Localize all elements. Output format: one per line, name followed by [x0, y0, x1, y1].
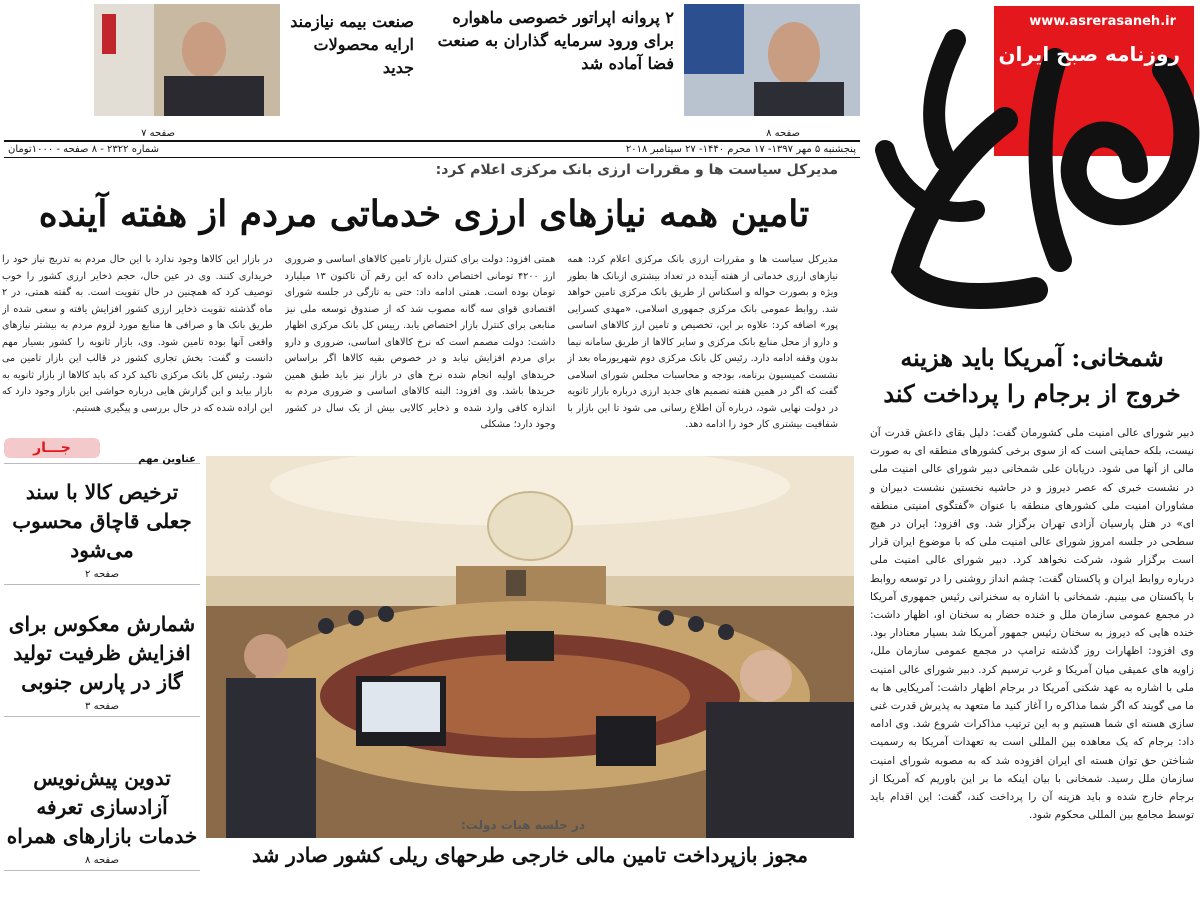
index-header	[4, 438, 200, 464]
index-item-title: شمارش معکوس برای افزایش ظرفیت تولید گاز در پارس جنوبی	[8, 612, 196, 694]
index-item-page: صفحه ۸	[4, 855, 200, 871]
teaser-photo	[94, 4, 280, 116]
sidebar-headline[interactable]: شمخانی: آمریکا باید هزینه خروج از برجام را پرداخت کند	[883, 343, 1181, 408]
index-item-page: صفحه ۳	[4, 701, 200, 717]
cabinet-meeting-photo	[206, 456, 854, 838]
masthead-tagline: روزنامه صبح ایران	[998, 42, 1180, 66]
lead-headline[interactable]: تامین همه نیازهای ارزی خدماتی مردم از هفته آینده	[38, 193, 810, 235]
teaser-insurance[interactable]	[0, 4, 420, 139]
lead-column: در بازار این کالاها وجود ندارد با این حال مردم به تدریج نیاز خود را خریداری کنند. وی در عین حال، حجم ذخایر ارزی کشور را خوب توصیف کرد که همچنین در حال تقویت است. به گفته همتی، در ۲ ماه گذشته تقویت ذخایر ارزی کشور افزایش یافته و سعی شده از طریق بانک ها و صرافی ها منابع مورد لزوم مردم به بیشتر نیازهای واقعی آنها بوده تامین شود. وی، بازار ثانویه را کشور بسیار مهم دانست و گفت: بخش تجاری کشور در قالب این بازار تامین می شود. رئیس کل بانک مرکزی تاکید کرد که باید کالاها از بازار ثانویه به بازار بیاید و این گزارش هایی درباره حواشی این بازار وجود دارد که این اراده شده که در حال بررسی و پیگیری هستیم.	[1, 254, 273, 414]
index-item-title: ترخیص کالا با سند جعلی قاچاق محسوب می‌شود	[12, 480, 192, 562]
photo-kicker: در جلسه هیات دولت:	[460, 818, 585, 832]
index-item-page: صفحه ۲	[4, 569, 200, 585]
dateline	[4, 140, 860, 158]
index-item[interactable]	[4, 764, 200, 871]
sidebar-story	[870, 340, 1194, 824]
photo-headline[interactable]: مجوز بازپرداخت تامین مالی خارجی طرحهای ریلی کشور صادر شد	[251, 843, 809, 867]
teaser-headline: ۲ پروانه اپراتور خصوصی ماهواره برای ورود سرمایه گذاران به صنعت فضا آماده شد	[437, 8, 674, 73]
lead-kicker: مدیرکل سیاست ها و مقررات ارزی بانک مرکزی اعلام کرد:	[435, 162, 838, 178]
teaser-page: صفحه ۷	[141, 128, 175, 139]
masthead	[865, 0, 1200, 335]
sidebar-body: دبیر شورای عالی امنیت ملی کشورمان گفت: دلیل بقای داعش قدرت آن نیست، بلکه حمایتی است که از سوی برخی کشورهای منطقه ای به صورت مالی از آنها می شود. دریابان علی شمخانی دبیر شورای عالی امنیت ملی در نشست خبری که عصر دیروز و در حاشیه نخستین نشست دبیران و مشاوران امنیت ملی کشورهای منطقه با عنوان «گفتگوی امنیتی منطقه ای» در هتل پارسیان آزادی تهران برگزار شد. وی افزود: ایران در هیچ سطحی در جلسه امروز شورای عالی امنیت ملی که با موضوع ایران قرار است برگزار شود، شرکت نخواهد کرد. دبیر شورای عالی امنیت ملی درباره روابط ایران و پاکستان گفت: چشم انداز روشنی را در توسعه روابط با پاکستان می بینیم. شمخانی با اشاره به سخنرانی رئیس جمهوری آمریکا در مجمع عمومی سازمان ملل و خنده حضار به سخنان او، اظهار داشت: خنده هایی که دیروز به سخنان رئیس جمهور آمریکا شد بسیار معنادار بود. وی افزود: اظهارات روز گذشته ترامپ در مجمع عمومی سازمان ملل، زاویه های عمیقی میان آمریکا و غرب ترسیم کرد. دبیر شورای عالی امنیت ملی با اشاره به عهد شکنی آمریکا در برجام اظهار داشت: آمریکایی ها به ما می گویند که اگر شما مذاکره را آغاز کنید ما متعهد به پذیرش قدرت غنی سازی هسته ای شما هستیم و به این ترتیب مذاکرات شروع شد. وی ادامه داد: برجام که یک معاهده بین المللی است به تعهدات آمریکا به رسمیت شناختن حق توان هسته ای ایران افزوده شد که به مصوبه شورای امنیت سازمان ملل رسید. شمخانی با بیان اینکه ما بر این باوریم که آمریکا از برجام خارج شده و باید هزینه آن را پرداخت کند، گفت: این اقدام باید توسط مجامع بین المللی محکوم شود.	[869, 427, 1194, 822]
teaser-headline: صنعت بیمه نیازمند ارایه محصولات جدید	[290, 12, 414, 77]
lead-columns	[2, 252, 838, 442]
issue-date: پنجشنبه ۵ مهر ۱۳۹۷- ۱۷ محرم ۱۴۴۰- ۲۷ سپتامبر ۲۰۱۸	[625, 144, 856, 155]
teaser-satellite[interactable]	[428, 4, 860, 139]
index-label: عناوین مهم	[138, 454, 196, 465]
jaar-logo: جـــار	[4, 438, 100, 458]
teaser-photo	[684, 4, 860, 116]
masthead-url[interactable]: www.asrerasaneh.ir	[1029, 14, 1176, 29]
teaser-page: صفحه ۸	[766, 128, 800, 139]
issue-number: شماره ۲۳۲۲ - ۸ صفحه - ۱۰۰۰تومان	[8, 144, 159, 155]
lead-column: همتی افزود: دولت برای کنترل بازار تامین کالاهای اساسی و ضروری ارز ۴۲۰۰ تومانی اختصاص داده که این رقم آن تاکنون ۱۳ میلیارد تومان بوده است. همتی ادامه داد: حتی به تازگی در جلسه شورای اقتصادی قوای سه گانه مصوب شد که از صندوق توسعه ملی نیز منابعی برای کنترل بازار اختصاص یابد. رییس کل بانک مرکزی اظهار داشت: دولت مصمم است که نرخ کالاهای اساسی، ضروری و دارو برای مردم افزایش نیابد و در خصوص بقیه کالاها اگر براساس خریدهای اولیه انجام شده نرخ های در بازار نیز باید طبق همین خریدها باشد. وی افزود: البته کالاهای اساسی و ضروری مردم به اندازه کافی وارد شده و ذخایر کالایی بیش از یک سال در کشور وجود دارد؛ مشکلی	[284, 254, 556, 430]
index-item[interactable]	[4, 610, 200, 717]
index-item[interactable]	[4, 478, 200, 585]
index-item-title: تدوین پیش‌نویس آزادسازی تعرفه خدمات بازارهای همراه	[6, 766, 198, 848]
lead-column: مدیرکل سیاست ها و مقررات ارزی بانک مرکزی اعلام کرد: همه نیازهای ارزی خدماتی از هفته آینده در تعداد بیشتری ازبانک ها بطور ویژه و بصورت حواله و اسکناس از طریق بانک مرکزی تامین خواهد شد. روابط عمومی بانک مرکزی جمهوری اسلامی، «مهدی کسرایی پور» اضافه کرد: علاوه بر این، تخصیص و تامین ارز کالاهای اساسی و دارو از محل منابع بانک مرکزی و سایر کالاها از طریق سامانه نیما بدون وقفه ادامه دارد. رئیس کل بانک مرکزی دوم شهریورماه بعد از نشست کمیسیون برنامه، بودجه و محاسبات مجلس شورای اسلامی گفت که اگر در همین هفته تصمیم های جدید ارزی درباره بازار ثانویه در دولت نهایی شود، درباره آن اطلاع رسانی می شود تا این بازار با شفافیت بیشتری کار خود را ادامه دهد.	[567, 254, 838, 430]
